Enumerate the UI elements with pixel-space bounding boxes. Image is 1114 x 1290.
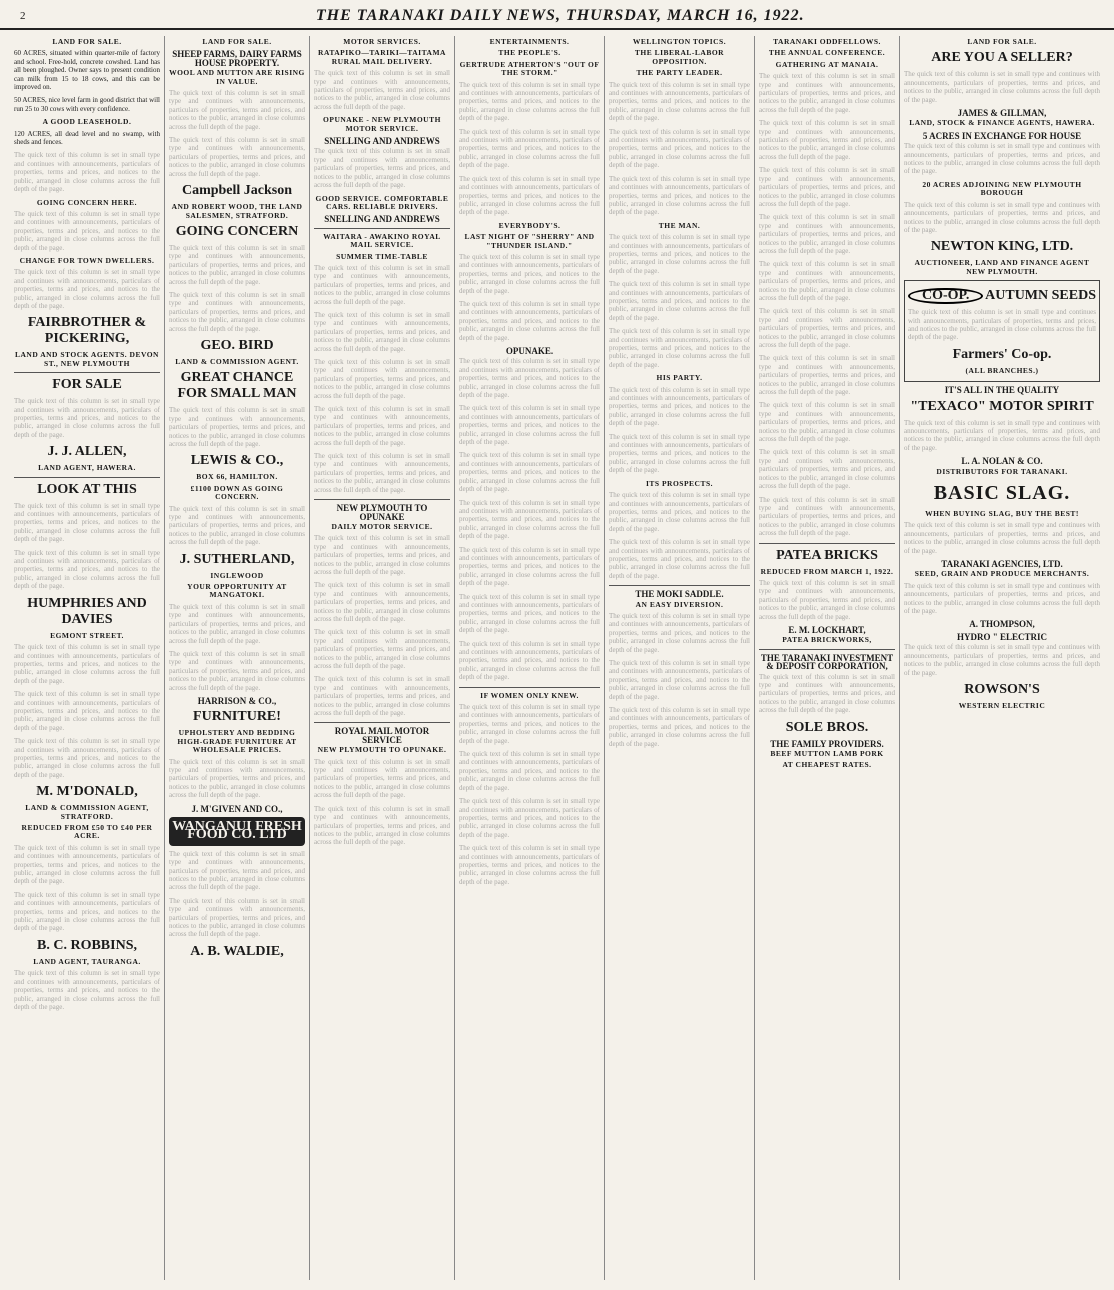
filler: The quick text of this column is set in small type and continues with announcements, particulars of properties, terms and prices, and notices to the public, arranged in close columns across the full depth of the page.	[169, 290, 305, 333]
going-concern-ad: GOING CONCERN	[175, 223, 299, 239]
filler: The quick text of this column is set in small type and continues with announcements, particulars of properties, terms and prices, and notices to the public, arranged in close columns across the full depth of the page.	[609, 280, 750, 322]
snelling-ad: SNELLING AND ANDREWS	[324, 214, 440, 225]
listing-2: 50 ACRES, nice level farm in good district that will run 25 to 30 cows with every confidence.	[14, 96, 160, 113]
bird-sub: LAND & COMMISSION AGENT.	[175, 356, 299, 366]
all-branches: (ALL BRANCHES.)	[965, 365, 1039, 375]
timetable-heading: SUMMER TIME-TABLE	[336, 251, 428, 261]
taranaki-agencies: TARANAKI AGENCIES, LTD.	[941, 559, 1063, 570]
oddfellows-sub: THE ANNUAL CONFERENCE.	[768, 48, 886, 58]
look-heading: LOOK AT THIS	[37, 481, 137, 497]
filler: The quick text of this column is set in small type and continues with announcements, particulars of properties, terms and prices, and notices to the public, arranged in close columns across the full depth of the page.	[759, 354, 895, 397]
filler: The quick text of this column is set in small type and continues with announcements, particulars of properties, terms and prices, and notices to the public, arranged in close columns across the full depth of the page.	[314, 358, 450, 400]
filler: The quick text of this column is set in small type and continues with announcements, particulars of properties, terms and prices, and notices to the public, arranged in close columns across the full depth of the page.	[609, 538, 750, 580]
twenty-acres-heading: 20 ACRES ADJOINING NEW PLYMOUTH BOROUGH	[922, 179, 1082, 198]
filler: The quick text of this column is set in small type and continues with announcements, particulars of properties, terms and prices, and notices to the public, arranged in close columns across the full depth of the page.	[169, 136, 305, 178]
filler: The quick text of this column is set in small type and continues with announcements, particulars of properties, terms and prices, and notices to the public, arranged in close columns across the full depth of the page.	[314, 310, 450, 353]
campbell-sub: AND ROBERT WOOD, THE LAND SALESMEN, STRATFORD.	[171, 202, 303, 220]
filler: The quick text of this column is set in small type and continues with announcements, particulars of properties, terms and prices, and notices to the public, arranged in close columns across the full depth of the page.	[459, 498, 600, 541]
filler: The quick text of this column is set in small type and continues with announcements, particulars of properties, terms and prices, and notices to the public, arranged in close columns across the full depth of the page.	[609, 127, 750, 170]
rowsons-sub: WESTERN ELECTRIC	[958, 700, 1046, 710]
robbins-sub: LAND AGENT, TAURANGA.	[33, 956, 141, 966]
five-acres-heading: 5 ACRES IN EXCHANGE FOR HOUSE	[922, 130, 1082, 141]
fairbrother-ad: FAIRBROTHER & PICKERING,	[27, 315, 147, 347]
filler: The quick text of this column is set in small type and continues with announcements, particulars of properties, terms and prices, and notices to the public, arranged in close columns across the full depth of the page.	[14, 151, 160, 194]
col6-heading: TARANAKI ODDFELLOWS.	[773, 37, 881, 46]
newton-king-ad: NEWTON KING, LTD.	[930, 239, 1074, 255]
filler: The quick text of this column is set in small type and continues with announcements, particulars of properties, terms and prices, and notices to the public, arranged in close columns across the full depth of the page.	[759, 401, 895, 444]
filler: The quick text of this column is set in small type and continues with announcements, particulars of properties, terms and prices, and notices to the public, arranged in close columns across the full depth of the page.	[759, 119, 895, 161]
filler: The quick text of this column is set in small type and continues with announcements, particulars of properties, terms and prices, and notices to the public, arranged in close columns across the full depth of the page.	[14, 737, 160, 779]
divider	[609, 585, 750, 586]
party-leader-heading: THE PARTY LEADER.	[636, 68, 723, 78]
rowsons-ad: ROWSON'S	[964, 681, 1040, 697]
divider	[759, 649, 895, 650]
filler: The quick text of this column is set in small type and continues with announcements, particulars of properties, terms and prices, and notices to the public, arranged in close columns across the full depth of the page.	[314, 405, 450, 447]
mcdonald-ad: M. M'DONALD,	[36, 784, 138, 800]
wanganui-logo: WANGANUI FRESH FOOD CO. LTD	[169, 817, 305, 846]
nolan-ad: L. A. NOLAN & CO.	[961, 456, 1043, 467]
filler: The quick text of this column is set in small type and continues with announcements, particulars of properties, terms and prices, and notices to the public, arranged in close columns across the full depth of the page.	[759, 260, 895, 302]
basic-slag-sub: WHEN BUYING SLAG, BUY THE BEST!	[925, 509, 1079, 518]
filler: The quick text of this column is set in small type and continues with announcements, particulars of properties, terms and prices, and notices to the public, arranged in close columns across the full depth of the page.	[314, 675, 450, 718]
filler: The quick text of this column is set in small type and continues with announcements, particulars of properties, terms and prices, and notices to the public, arranged in close columns across the full depth of the page.	[759, 578, 895, 621]
filler: The quick text of this column is set in small type and continues with announcements, particulars of properties, terms and prices, and notices to the public, arranged in close columns across the full depth of the page.	[609, 80, 750, 123]
filler: The quick text of this column is set in small type and continues with announcements, particulars of properties, terms and prices, and notices to the public, arranged in close columns across the full depth of the page.	[459, 750, 600, 792]
filler: The quick text of this column is set in small type and continues with announcements, particulars of properties, terms and prices, and notices to the public, arranged in close columns across the full depth of the page.	[169, 757, 305, 800]
texaco-line-1: IT'S ALL IN THE QUALITY	[944, 385, 1060, 396]
listing-3: 120 ACRES, all dead level and no swamp, with sheds and fences.	[14, 129, 160, 147]
divider	[459, 687, 600, 688]
filler: The quick text of this column is set in small type and continues with announcements, particulars of properties, terms and prices, and notices to the public, arranged in close columns across the full depth of the page.	[459, 639, 600, 682]
filler: The quick text of this column is set in small type and continues with announcements, particulars of properties, terms and prices, and notices to the public, arranged in close columns across the full depth of the page.	[609, 432, 750, 475]
filler: The quick text of this column is set in small type and continues with announcements, particulars of properties, terms and prices, and notices to the public, arranged in close columns across the full depth of the page.	[14, 890, 160, 933]
filler: The quick text of this column is set in small type and continues with announcements, particulars of properties, terms and prices, and notices to the public, arranged in close columns across the full depth of the page.	[314, 263, 450, 306]
filler: The quick text of this column is set in small type and continues with announcements, particulars of properties, terms and prices, and notices to the public, arranged in close columns across the full depth of the page.	[759, 213, 895, 255]
family-providers: THE FAMILY PROVIDERS.	[770, 738, 884, 749]
texaco-line-2: "TEXACO" MOTOR SPIRIT	[910, 398, 1094, 414]
agencies-sub: SEED, GRAIN AND PRODUCE MERCHANTS.	[914, 569, 1090, 579]
divider	[759, 543, 895, 544]
sutherland-sub: INGLEWOOD	[210, 570, 264, 580]
for-sale-heading: FOR SALE	[52, 377, 122, 393]
filler: The quick text of this column is set in small type and continues with announcements, particulars of properties, terms and prices, and notices to the public, arranged in close columns across the full depth of the page.	[609, 706, 750, 748]
divider	[14, 372, 160, 373]
james-gillman-ad: JAMES & GILLMAN,	[957, 108, 1047, 119]
filler: The quick text of this column is set in small type and continues with announcements, particulars of properties, terms and prices, and notices to the public, arranged in close columns across the full depth of the page.	[314, 69, 450, 111]
the-man-heading: THE MAN.	[658, 220, 701, 230]
filler: The quick text of this column is set in small type and continues with announcements, particulars of properties, terms and prices, and notices to the public, arranged in close columns across the full depth of the page.	[169, 896, 305, 939]
filler: The quick text of this column is set in small type and continues with announcements, particulars of properties, terms and prices, and notices to the public, arranged in close columns across the full depth of the page.	[759, 672, 895, 715]
coop-logo: CO-OP.	[908, 288, 983, 304]
filler: The quick text of this column is set in small type and continues with announcements, particulars of properties, terms and prices, and notices to the public, arranged in close columns across the full depth of the page.	[459, 174, 600, 217]
column-1	[10, 36, 165, 1280]
filler: The quick text of this column is set in small type and continues with announcements, particulars of properties, terms and prices, and notices to the public, arranged in close columns across the full depth of the page.	[14, 397, 160, 439]
col4-heading: ENTERTAINMENTS.	[489, 37, 570, 46]
page-number: 2	[20, 10, 27, 22]
peoples-heading: THE PEOPLE'S.	[498, 48, 561, 58]
divider	[314, 499, 450, 500]
filler: The quick text of this column is set in small type and continues with announcements, particulars of properties, terms and prices, and notices to the public, arranged in close columns across the full depth of the page.	[459, 404, 600, 447]
reduced-heading: REDUCED FROM £50 TO £40 PER ACRE.	[21, 823, 153, 841]
filler: The quick text of this column is set in small type and continues with announcements, particulars of properties, terms and prices, and notices to the public, arranged in close columns across the full depth of the page.	[609, 327, 750, 369]
lewis-ad: LEWIS & CO.,	[190, 453, 284, 469]
filler: The quick text of this column is set in small type and continues with announcements, particulars of properties, terms and prices, and notices to the public, arranged in close columns across the full depth of the page.	[314, 581, 450, 623]
divider	[314, 722, 450, 723]
patea-reduced: REDUCED FROM MARCH 1, 1922.	[760, 566, 894, 576]
filler: The quick text of this column is set in small type and continues with announcements, particulars of properties, terms and prices, and notices to the public, arranged in close columns across the full depth of the page.	[904, 142, 1100, 176]
coop-header	[908, 284, 1096, 308]
humphries-sub: EGMONT STREET.	[50, 630, 124, 640]
waitara-heading: WAITARA - AWAKINO ROYAL MAIL SERVICE.	[323, 231, 441, 250]
waldie-ad: A. B. WALDIE,	[190, 943, 284, 959]
filler: The quick text of this column is set in small type and continues with announcements, particulars of properties, terms and prices, and notices to the public, arranged in close columns across the full depth of the page.	[609, 611, 750, 654]
allen-sub: LAND AGENT, HAWERA.	[38, 463, 136, 473]
lewis-sub: BOX 66, HAMILTON.	[196, 472, 278, 482]
column-3	[310, 36, 455, 1280]
lockhart-sub: PATEA BRICKWORKS,	[782, 635, 872, 645]
filler: The quick text of this column is set in small type and continues with announcements, particulars of properties, terms and prices, and notices to the public, arranged in close columns across the full depth of the page.	[314, 534, 450, 576]
filler: The quick text of this column is set in small type and continues with announcements, particulars of properties, terms and prices, and notices to the public, arranged in close columns across the full depth of the page.	[314, 452, 450, 494]
filler: The quick text of this column is set in small type and continues with announcements, particulars of properties, terms and prices, and notices to the public, arranged in close columns across the full depth of the page.	[169, 89, 305, 131]
col2-heading: LAND FOR SALE.	[202, 37, 272, 46]
royal-mail-heading: ROYAL MAIL MOTOR SERVICE	[334, 726, 430, 745]
filler: The quick text of this column is set in small type and continues with announcements, particulars of properties, terms and prices, and notices to the public, arranged in close columns across the full depth of the page.	[169, 849, 305, 892]
filler: The quick text of this column is set in small type and continues with announcements, particulars of properties, terms and prices, and notices to the public, arranged in close columns across the full depth of the page.	[169, 504, 305, 547]
opunake-heading: OPUNAKE.	[505, 346, 554, 356]
divider	[14, 477, 160, 478]
col1-heading: LAND FOR SALE.	[52, 37, 122, 46]
np-opunake-heading: NEW PLYMOUTH TO OPUNAKE	[336, 503, 428, 522]
filler: The quick text of this column is set in small type and continues with announcements, particulars of properties, terms and prices, and notices to the public, arranged in close columns across the full depth of the page.	[759, 72, 895, 114]
moki-sub: AN EASY DIVERSION.	[635, 599, 724, 609]
last-night-heading: LAST NIGHT OF "SHERRY" AND "THUNDER ISLAND."	[464, 232, 595, 250]
filler: The quick text of this column is set in small type and continues with announcements, particulars of properties, terms and prices, and notices to the public, arranged in close columns across the full depth of the page.	[904, 581, 1100, 616]
patea-bricks-ad: PATEA BRICKS	[776, 547, 878, 563]
change-heading: CHANGE FOR TOWN DWELLERS.	[19, 255, 155, 265]
basic-slag-heading: BASIC SLAG.	[933, 482, 1071, 504]
filler: The quick text of this column is set in small type and continues with announcements, particulars of properties, terms and prices, and notices to the public, arranged in close columns across the full depth of the page.	[169, 406, 305, 448]
coop-ad	[904, 280, 1100, 382]
filler: The quick text of this column is set in small type and continues with announcements, particulars of properties, terms and prices, and notices to the public, arranged in close columns across the full depth of the page.	[609, 174, 750, 217]
filler: The quick text of this column is set in small type and continues with announcements, particulars of properties, terms and prices, and notices to the public, arranged in close columns across the full depth of the page.	[314, 147, 450, 190]
wool-heading: WOOL AND MUTTON ARE RISING IN VALUE.	[169, 68, 305, 86]
filler: The quick text of this column is set in small type and continues with announcements, particulars of properties, terms and prices, and notices to the public, arranged in close columns across the full depth of the page.	[609, 385, 750, 428]
seller-heading: ARE YOU A SELLER?	[931, 50, 1073, 66]
good-leasehold: A GOOD LEASEHOLD.	[42, 117, 132, 127]
filler: The quick text of this column is set in small type and continues with announcements, particulars of properties, terms and prices, and notices to the public, arranged in close columns across the full depth of the page.	[14, 501, 160, 544]
royal-sub: NEW PLYMOUTH TO OPUNAKE.	[317, 745, 447, 755]
beef-list: BEEF MUTTON LAMB PORK	[770, 749, 884, 759]
filler: The quick text of this column is set in small type and continues with announcements, particulars of properties, terms and prices, and notices to the public, arranged in close columns across the full depth of the page.	[314, 757, 450, 800]
col5-heading: WELLINGTON TOPICS.	[632, 37, 727, 46]
daily-service: DAILY MOTOR SERVICE.	[331, 521, 433, 531]
cheapest-rates: AT CHEAPEST RATES.	[782, 760, 872, 770]
filler: The quick text of this column is set in small type and continues with announcements, particulars of properties, terms and prices, and notices to the public, arranged in close columns across the full depth of the page.	[459, 80, 600, 123]
filler: The quick text of this column is set in small type and continues with announcements, particulars of properties, terms and prices, and notices to the public, arranged in close columns across the full depth of the page.	[14, 843, 160, 886]
opunake-heading: OPUNAKE - NEW PLYMOUTH MOTOR SERVICE.	[323, 115, 441, 133]
women-heading: IF WOMEN ONLY KNEW.	[480, 690, 579, 700]
hydro-electric-ad: HYDRO " ELECTRIC	[956, 631, 1047, 642]
filler: The quick text of this column is set in small type and continues with announcements, particulars of properties, terms and prices, and notices to the public, arranged in close columns across the full depth of the page.	[14, 209, 160, 252]
gathering-heading: GATHERING AT MANAIA.	[775, 59, 879, 69]
filler: The quick text of this column is set in small type and continues with announcements, particulars of properties, terms and prices, and notices to the public, arranged in close columns across the full depth of the page.	[169, 649, 305, 692]
columns	[10, 36, 1104, 1280]
filler: The quick text of this column is set in small type and continues with announcements, particulars of properties, terms and prices, and notices to the public, arranged in close columns across the full depth of the page.	[904, 418, 1100, 452]
opportunity-heading: YOUR OPPORTUNITY AT MANGATOKI.	[187, 582, 287, 600]
filler: The quick text of this column is set in small type and continues with announcements, particulars of properties, terms and prices, and notices to the public, arranged in close columns across the full depth of the page.	[904, 70, 1100, 104]
listing-1: 60 ACRES, situated within quarter-mile of factory and school. Free-hold, concrete cowshed. Land has all been ploughed. Owner says to present condition can milk from 15 to 18 cows, and this can be improved on.	[14, 49, 160, 92]
newspaper-title: THE TARANAKI DAILY NEWS, THURSDAY, MARCH 16, 1922.	[315, 7, 805, 24]
filler: The quick text of this column is set in small type and continues with announcements, particulars of properties, terms and prices, and notices to the public, arranged in close columns across the full depth of the page.	[459, 703, 600, 745]
good-service: GOOD SERVICE. COMFORTABLE CARS. RELIABLE DRIVERS.	[315, 193, 449, 211]
campbell-jackson-ad: Campbell Jackson	[181, 183, 293, 199]
filler: The quick text of this column is set in small type and continues with announcements, particulars of properties, terms and prices, and notices to the public, arranged in close columns across the full depth of the page.	[459, 299, 600, 342]
robbins-ad: B. C. ROBBINS,	[37, 937, 137, 953]
taranaki-investment-ad: THE TARANAKI INVESTMENT & DEPOSIT CORPORATION,	[760, 652, 894, 672]
mcdonald-sub: LAND & COMMISSION AGENT, STRATFORD.	[25, 803, 149, 821]
filler: The quick text of this column is set in small type and continues with announcements, particulars of properties, terms and prices, and notices to the public, arranged in close columns across the full depth of the page.	[459, 127, 600, 170]
column-7	[900, 36, 1104, 1280]
filler: The quick text of this column is set in small type and continues with announcements, particulars of properties, terms and prices, and notices to the public, arranged in close columns across the full depth of the page.	[459, 797, 600, 839]
masthead	[0, 4, 1114, 30]
filler: The quick text of this column is set in small type and continues with announcements, particulars of properties, terms and prices, and notices to the public, arranged in close columns across the full depth of the page.	[14, 268, 160, 310]
divider	[314, 228, 450, 229]
filler: The quick text of this column is set in small type and continues with announcements, particulars of properties, terms and prices, and notices to the public, arranged in close columns across the full depth of the page.	[459, 592, 600, 635]
filler: The quick text of this column is set in small type and continues with announcements, particulars of properties, terms and prices, and notices to the public, arranged in close columns across the full depth of the page.	[14, 548, 160, 591]
snelling-ad: SNELLING AND ANDREWS	[324, 136, 440, 147]
mcgiven-ad: J. M'GIVEN AND CO.,	[191, 803, 283, 814]
lockhart-ad: E. M. LOCKHART,	[788, 624, 866, 635]
great-chance-ad: GREAT CHANCE FOR SMALL MAN	[177, 370, 297, 402]
filler: The quick text of this column is set in small type and continues with announcements, particulars of properties, terms and prices, and notices to the public, arranged in close columns across the full depth of the page.	[904, 200, 1100, 234]
filler: The quick text of this column is set in small type and continues with announcements, particulars of properties, terms and prices, and notices to the public, arranged in close columns across the full depth of the page.	[459, 252, 600, 295]
filler: The quick text of this column is set in small type and continues with announcements, particulars of properties, terms and prices, and notices to the public, arranged in close columns across the full depth of the page.	[459, 451, 600, 494]
allen-ad: J. J. ALLEN,	[47, 444, 127, 460]
nolan-sub: DISTRIBUTORS FOR TARANAKI.	[936, 466, 1068, 476]
moki-heading: THE MOKI SADDLE.	[635, 589, 724, 600]
column-6	[755, 36, 900, 1280]
filler: The quick text of this column is set in small type and continues with announcements, particulars of properties, terms and prices, and notices to the public, arranged in close columns across the full depth of the page.	[459, 844, 600, 886]
column-5	[605, 36, 755, 1280]
farmers-coop: Farmers' Co-op.	[952, 346, 1052, 362]
humphries-ad: HUMPHRIES AND DAVIES	[27, 595, 147, 627]
fairbrother-sub: LAND AND STOCK AGENTS. DEVON ST., NEW PLYMOUTH	[15, 350, 159, 368]
filler: The quick text of this column is set in small type and continues with announcements, particulars of properties, terms and prices, and notices to the public, arranged in close columns across the full depth of the page.	[609, 491, 750, 533]
autumn-seeds: AUTUMN SEEDS	[985, 288, 1096, 304]
sole-bros-ad: SOLE BROS.	[785, 719, 869, 735]
filler: The quick text of this column is set in small type and continues with announcements, particulars of properties, terms and prices, and notices to the public, arranged in close columns across the full depth of the page.	[904, 643, 1100, 677]
furniture-sub: UPHOLSTERY AND BEDDING HIGH-GRADE FURNITURE AT WHOLESALE PRICES.	[177, 728, 297, 755]
harrison-ad: HARRISON & CO.,	[197, 695, 277, 706]
sheep-farms: SHEEP FARMS, DAIRY FARMS HOUSE PROPERTY.	[172, 49, 302, 68]
column-2	[165, 36, 310, 1280]
filler: The quick text of this column is set in small type and continues with announcements, particulars of properties, terms and prices, and notices to the public, arranged in close columns across the full depth of the page.	[459, 357, 600, 400]
filler: The quick text of this column is set in small type and continues with announcements, particulars of properties, terms and prices, and notices to the public, arranged in close columns across the full depth of the page.	[609, 659, 750, 701]
filler: The quick text of this column is set in small type and continues with announcements, particulars of properties, terms and prices, and notices to the public, arranged in close columns across the full depth of the page.	[314, 804, 450, 847]
column-4	[455, 36, 605, 1280]
newton-sub: AUCTIONEER, LAND AND FINANCE AGENT NEW PLYMOUTH.	[914, 258, 1090, 276]
everybodys-heading: EVERYBODY'S.	[498, 220, 561, 230]
thompson-ad: A. THOMPSON,	[969, 619, 1035, 630]
sutherland-ad: J. SUTHERLAND,	[179, 551, 295, 567]
going-concern-heading: GOING CONCERN HERE.	[36, 197, 138, 207]
his-party-heading: HIS PARTY.	[656, 373, 703, 383]
filler: The quick text of this column is set in small type and continues with announcements, particulars of properties, terms and prices, and notices to the public, arranged in close columns across the full depth of the page.	[14, 690, 160, 732]
filler: The quick text of this column is set in small type and continues with announcements, particulars of properties, terms and prices, and notices to the public, arranged in close columns across the full depth of the page.	[759, 307, 895, 349]
filler: The quick text of this column is set in small type and continues with announcements, particulars of properties, terms and prices, and notices to the public, arranged in close columns across the full depth of the page.	[759, 448, 895, 491]
col7-heading: LAND FOR SALE.	[967, 37, 1037, 46]
filler: The quick text of this column is set in small type and continues with announcements, particulars of properties, terms and prices, and notices to the public, arranged in close columns across the full depth of the page.	[908, 308, 1096, 342]
col3-heading: MOTOR SERVICES.	[343, 37, 421, 46]
filler: The quick text of this column is set in small type and continues with announcements, particulars of properties, terms and prices, and notices to the public, arranged in close columns across the full depth of the page.	[459, 545, 600, 588]
gertrude-heading: GERTRUDE ATHERTON'S "OUT OF THE STORM."	[459, 59, 600, 78]
filler: The quick text of this column is set in small type and continues with announcements, particulars of properties, terms and prices, and notices to the public, arranged in close columns across the full depth of the page.	[759, 495, 895, 538]
filler: The quick text of this column is set in small type and continues with announcements, particulars of properties, terms and prices, and notices to the public, arranged in close columns across the full depth of the page.	[169, 602, 305, 645]
filler: The quick text of this column is set in small type and continues with announcements, particulars of properties, terms and prices, and notices to the public, arranged in close columns across the full depth of the page.	[14, 969, 160, 1011]
rataps-heading: RATAPIKO—TARIKI—TAITAMA RURAL MAIL DELIVERY.	[318, 48, 446, 66]
filler: The quick text of this column is set in small type and continues with announcements, particulars of properties, terms and prices, and notices to the public, arranged in close columns across the full depth of the page.	[169, 243, 305, 286]
filler: The quick text of this column is set in small type and continues with announcements, particulars of properties, terms and prices, and notices to the public, arranged in close columns across the full depth of the page.	[904, 521, 1100, 555]
filler: The quick text of this column is set in small type and continues with announcements, particulars of properties, terms and prices, and notices to the public, arranged in close columns across the full depth of the page.	[14, 643, 160, 685]
down-heading: £1100 DOWN AS GOING CONCERN.	[190, 483, 284, 502]
filler: The quick text of this column is set in small type and continues with announcements, particulars of properties, terms and prices, and notices to the public, arranged in close columns across the full depth of the page.	[314, 628, 450, 670]
filler: The quick text of this column is set in small type and continues with announcements, particulars of properties, terms and prices, and notices to the public, arranged in close columns across the full depth of the page.	[759, 166, 895, 208]
prospects-heading: ITS PROSPECTS.	[645, 478, 714, 488]
filler: The quick text of this column is set in small type and continues with announcements, particulars of properties, terms and prices, and notices to the public, arranged in close columns across the full depth of the page.	[609, 233, 750, 275]
james-sub: LAND, STOCK & FINANCE AGENTS, HAWERA.	[909, 118, 1095, 128]
furniture-ad: FURNITURE!	[193, 709, 281, 725]
geo-bird-ad: GEO. BIRD	[200, 337, 274, 353]
wellington-sub: THE LIBERAL-LABOR OPPOSITION.	[634, 48, 725, 66]
